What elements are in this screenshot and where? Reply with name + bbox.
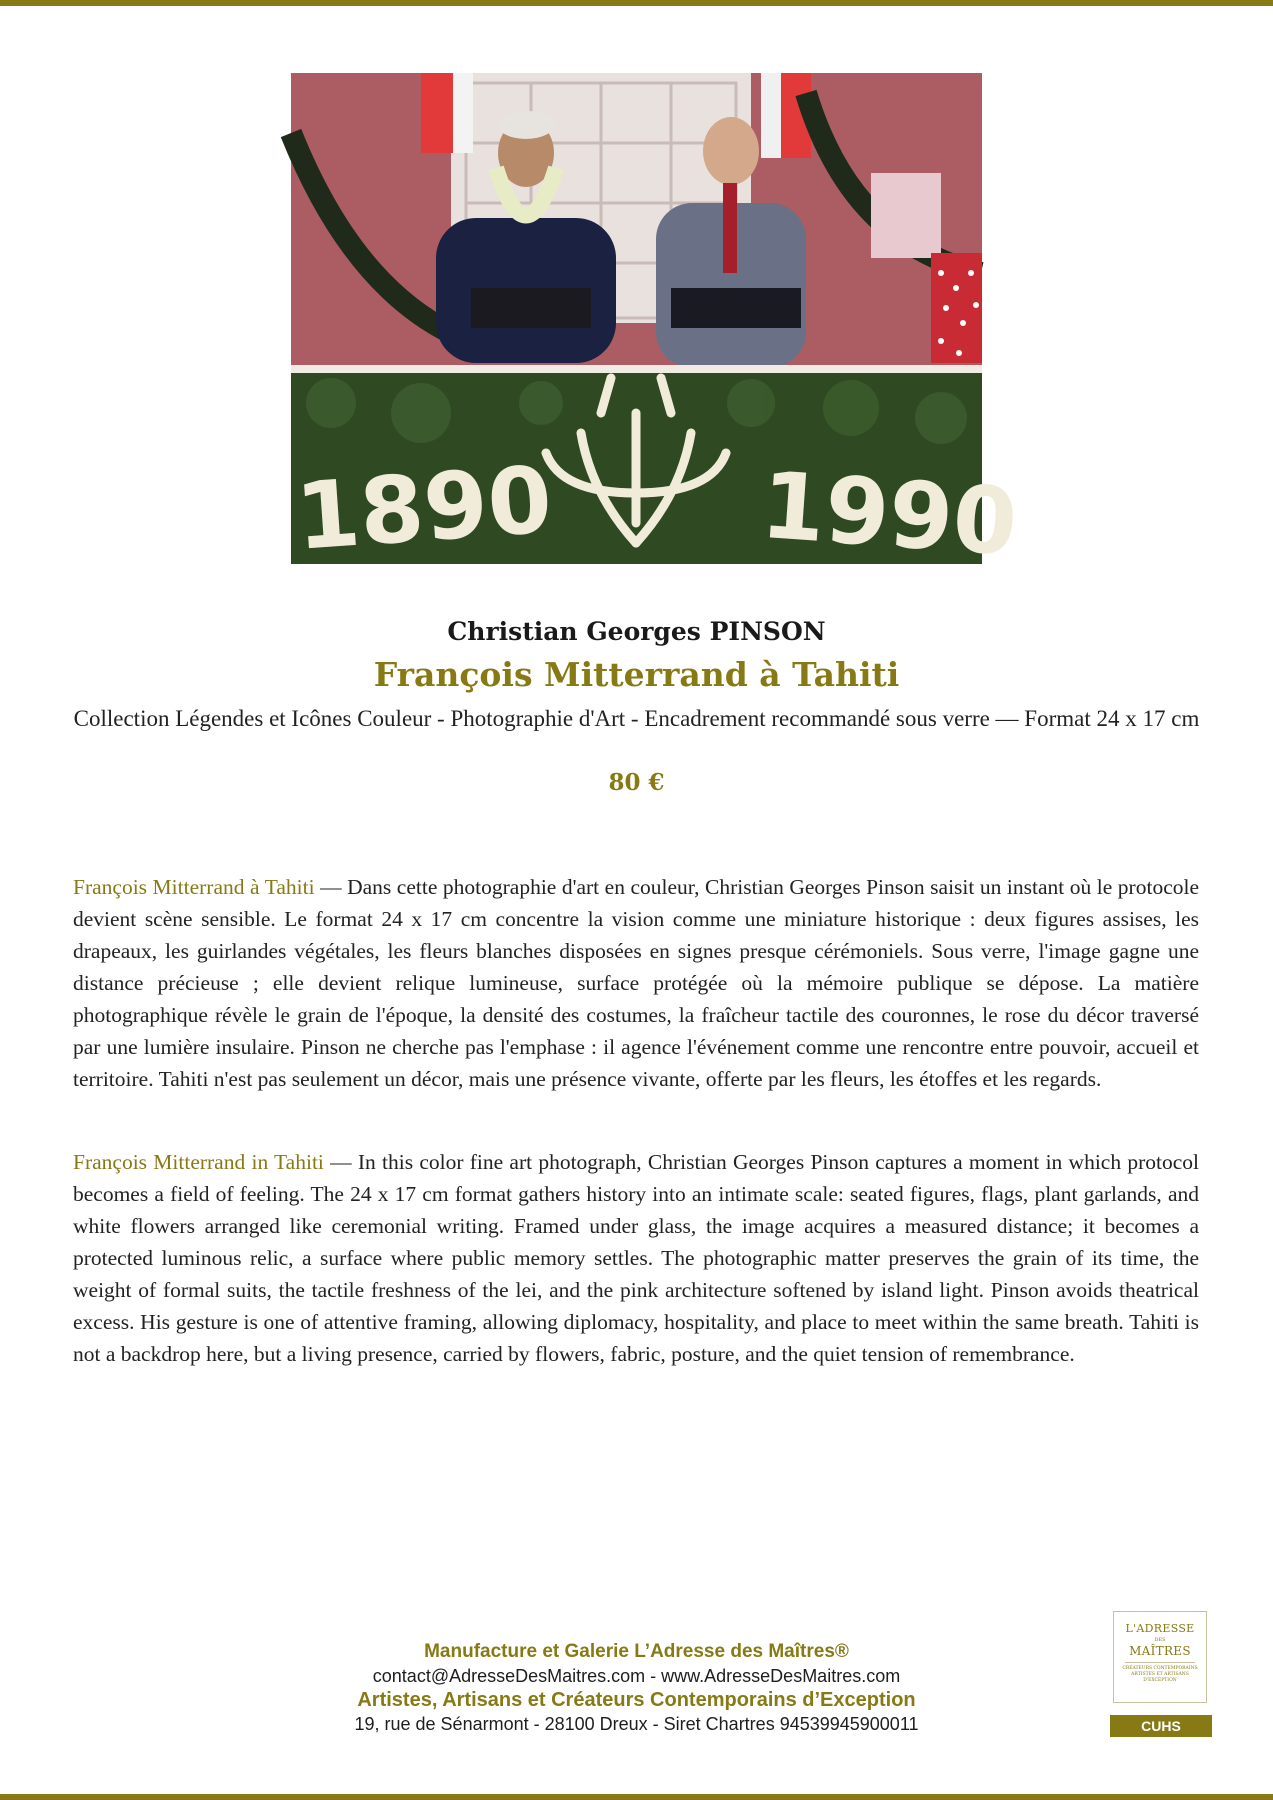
logo-line-3: MAÎTRES [1129, 1644, 1191, 1658]
artwork-subtitle: Collection Légendes et Icônes Couleur - Photographie d'Art - Encadrement recommandé sous verre — Format 24 x 17 cm [73, 706, 1200, 731]
description-french-body: — Dans cette photographie d'art en couleur, Christian Georges Pinson saisit un instant où le protocole devient scène sensible. Le format 24 x 17 cm concentre la vision comme une miniature historique : deux figures assises, les drapeaux, les guirlandes végétales, les fleurs blanches disposées en signes presque cérémoniels. Sous verre, l'image gagne une distance précieuse ; elle devient relique lumineuse, surface protégée où la mémoire publique se dépose. La matière photographique révèle le grain de l'époque, la densité des costumes, la fraîcheur tactile des couronnes, le rose du décor traversé par une lumière insulaire. Pinson ne cherche pas l'emphase : il agence l'événement comme une rencontre entre pouvoir, accueil et territoire. Tahiti n'est pas seulement un décor, mais une présence vivante, offerte par les fleurs, les étoffes et les regards. [73, 875, 1200, 1091]
footer-contact: contact@AdresseDesMaitres.com - www.AdresseDesMaitres.com [372, 1666, 901, 1686]
photo-year-left: 1890 [292, 446, 556, 571]
description-french-lead: François Mitterrand à Tahiti [73, 875, 315, 899]
description-english [73, 1146, 1199, 1370]
artwork-photo [291, 73, 1021, 577]
description-english-lead: François Mitterrand in Tahiti [73, 1150, 324, 1174]
artwork-title: François Mitterrand à Tahiti [373, 655, 900, 694]
artwork-price: 80 € [608, 769, 665, 796]
description-english-body: — In this color fine art photograph, Christian Georges Pinson captures a moment in which protocol becomes a field of feeling. The 24 x 17 cm format gathers history into an intimate scale: seated figures, flags, plant garlands, and white flowers arranged like ceremonial writing. Framed under glass, the image acquires a measured distance; it becomes a protected luminous relic, a surface where public memory settles. The photographic matter preserves the grain of its time, the weight of formal suits, the tactile freshness of the lei, and the pink architecture softened by island light. Pinson avoids theatrical excess. His gesture is one of attentive framing, allowing diplomacy, hospitality, and place to meet within the same breath. Tahiti is not a backdrop here, but a living presence, carried by flowers, fabric, posture, and the quiet tension of remembrance. [73, 1150, 1199, 1366]
footer-tagline: Artistes, Artisans et Créateurs Contemporains d’Exception [357, 1689, 916, 1711]
top-rule [0, 0, 1273, 6]
logo-line-1: L'ADRESSE [1125, 1622, 1195, 1635]
description-french [73, 871, 1199, 1095]
logo-divider [1125, 1662, 1195, 1663]
logo-line-4: CRÉATEURS CONTEMPORAINS ARTISTES ET ARTISANS D'EXCEPTION [1122, 1666, 1198, 1683]
logo-line-2: DES [1154, 1637, 1166, 1643]
gallery-logo [1113, 1611, 1207, 1703]
footer-gallery-name: Manufacture et Galerie L’Adresse des Maîtres® [424, 1641, 849, 1662]
footer-address: 19, rue de Sénarmont - 28100 Dreux - Siret Chartres 94539945900011 [354, 1714, 919, 1734]
footer [200, 1640, 1073, 1736]
photo-year-right: 1990 [757, 451, 1021, 577]
bottom-rule [0, 1794, 1273, 1800]
artist-name: Christian Georges PINSON [447, 617, 826, 646]
logo-badge: CUHS [1110, 1715, 1212, 1737]
